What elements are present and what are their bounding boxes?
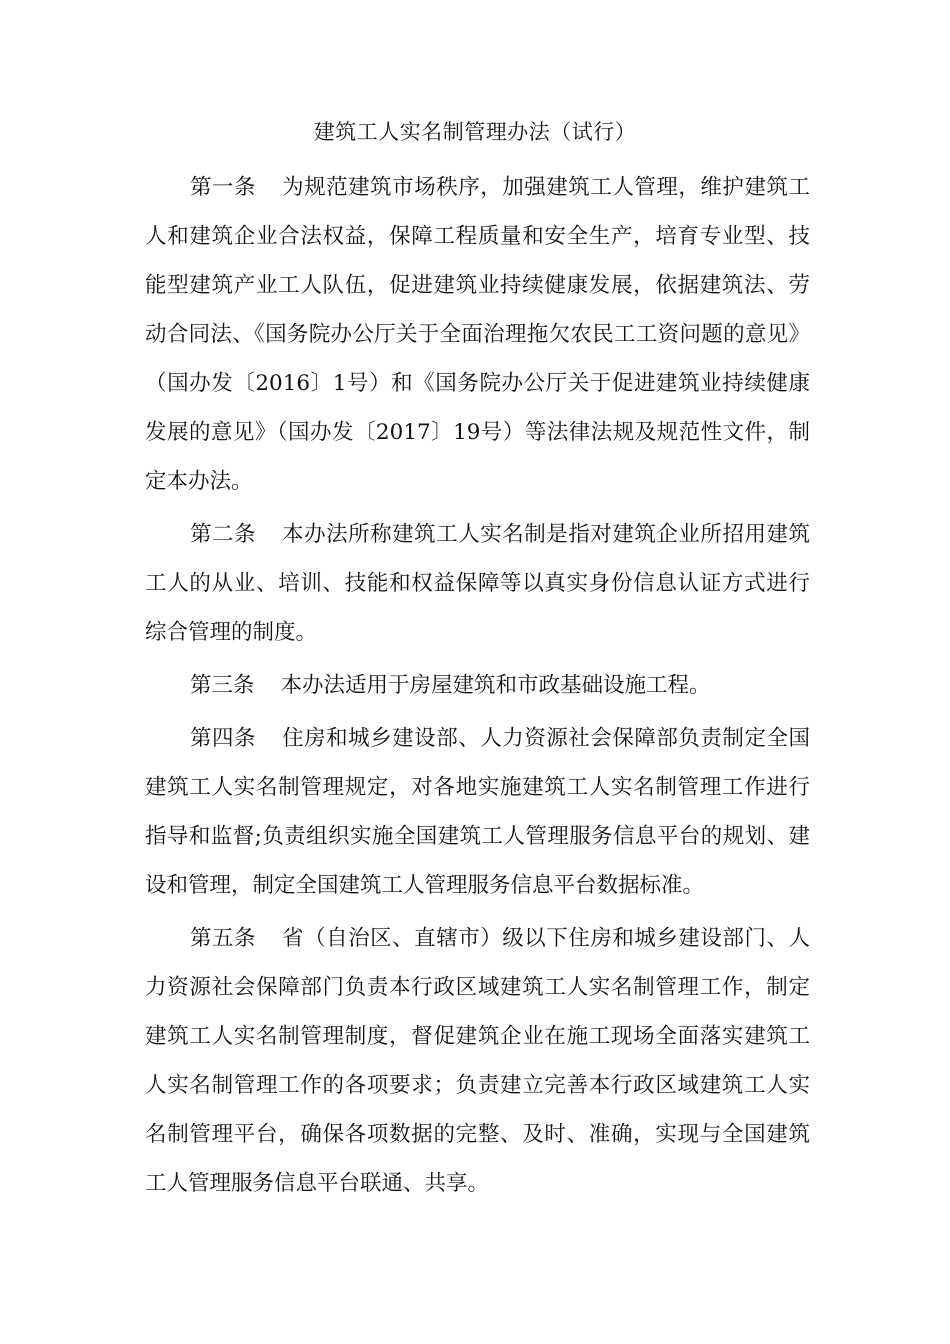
- article-text: 本办法所称建筑工人实名制是指对建筑企业所招用建筑工人的从业、培训、技能和权益保障等以真实身份信息认证方式进行综合管理的制度。: [145, 522, 810, 645]
- article-3: [145, 661, 810, 710]
- article-4: [145, 714, 810, 910]
- article-number: 第四条: [190, 726, 257, 751]
- document-body: [145, 163, 810, 1212]
- article-number: 第五条: [190, 926, 257, 951]
- article-text: 本办法适用于房屋建筑和市政基础设施工程。: [280, 673, 711, 698]
- article-number: 第二条: [190, 522, 257, 547]
- article-text: 住房和城乡建设部、人力资源社会保障部负责制定全国建筑工人实名制管理规定，对各地实施建筑工人实名制管理工作进行指导和监督;负责组织实施全国建筑工人管理服务信息平台的规划、建设和管理，制定全国建筑工人管理服务信息平台数据标准。: [145, 726, 810, 898]
- article-number: 第三条: [190, 673, 255, 698]
- article-5: [145, 914, 810, 1208]
- article-number: 第一条: [190, 175, 257, 200]
- document-title: 建筑工人实名制管理办法（试行）: [313, 120, 637, 144]
- article-text: 为规范建筑市场秩序，加强建筑工人管理，维护建筑工人和建筑企业合法权益，保障工程质量和安全生产，培育专业型、技能型建筑产业工人队伍，促进建筑业持续健康发展，依据建筑法、劳动合同法、《国务院办公厅关于全面治理拖欠农民工工资问题的意见》（国办发〔2016〕1号）和《国务院办公厅关于促进建筑业持续健康发展的意见》（国办发〔2017〕19号）等法律法规及规范性文件，制定本办法。: [145, 175, 810, 494]
- article-text: 省（自治区、直辖市）级以下住房和城乡建设部门、人力资源社会保障部门负责本行政区域建筑工人实名制管理工作，制定建筑工人实名制管理制度，督促建筑企业在施工现场全面落实建筑工人实名制管理工作的各项要求；负责建立完善本行政区域建筑工人实名制管理平台，确保各项数据的完整、及时、准确，实现与全国建筑工人管理服务信息平台联通、共享。: [145, 926, 810, 1196]
- article-2: [145, 510, 810, 657]
- article-1: [145, 163, 810, 506]
